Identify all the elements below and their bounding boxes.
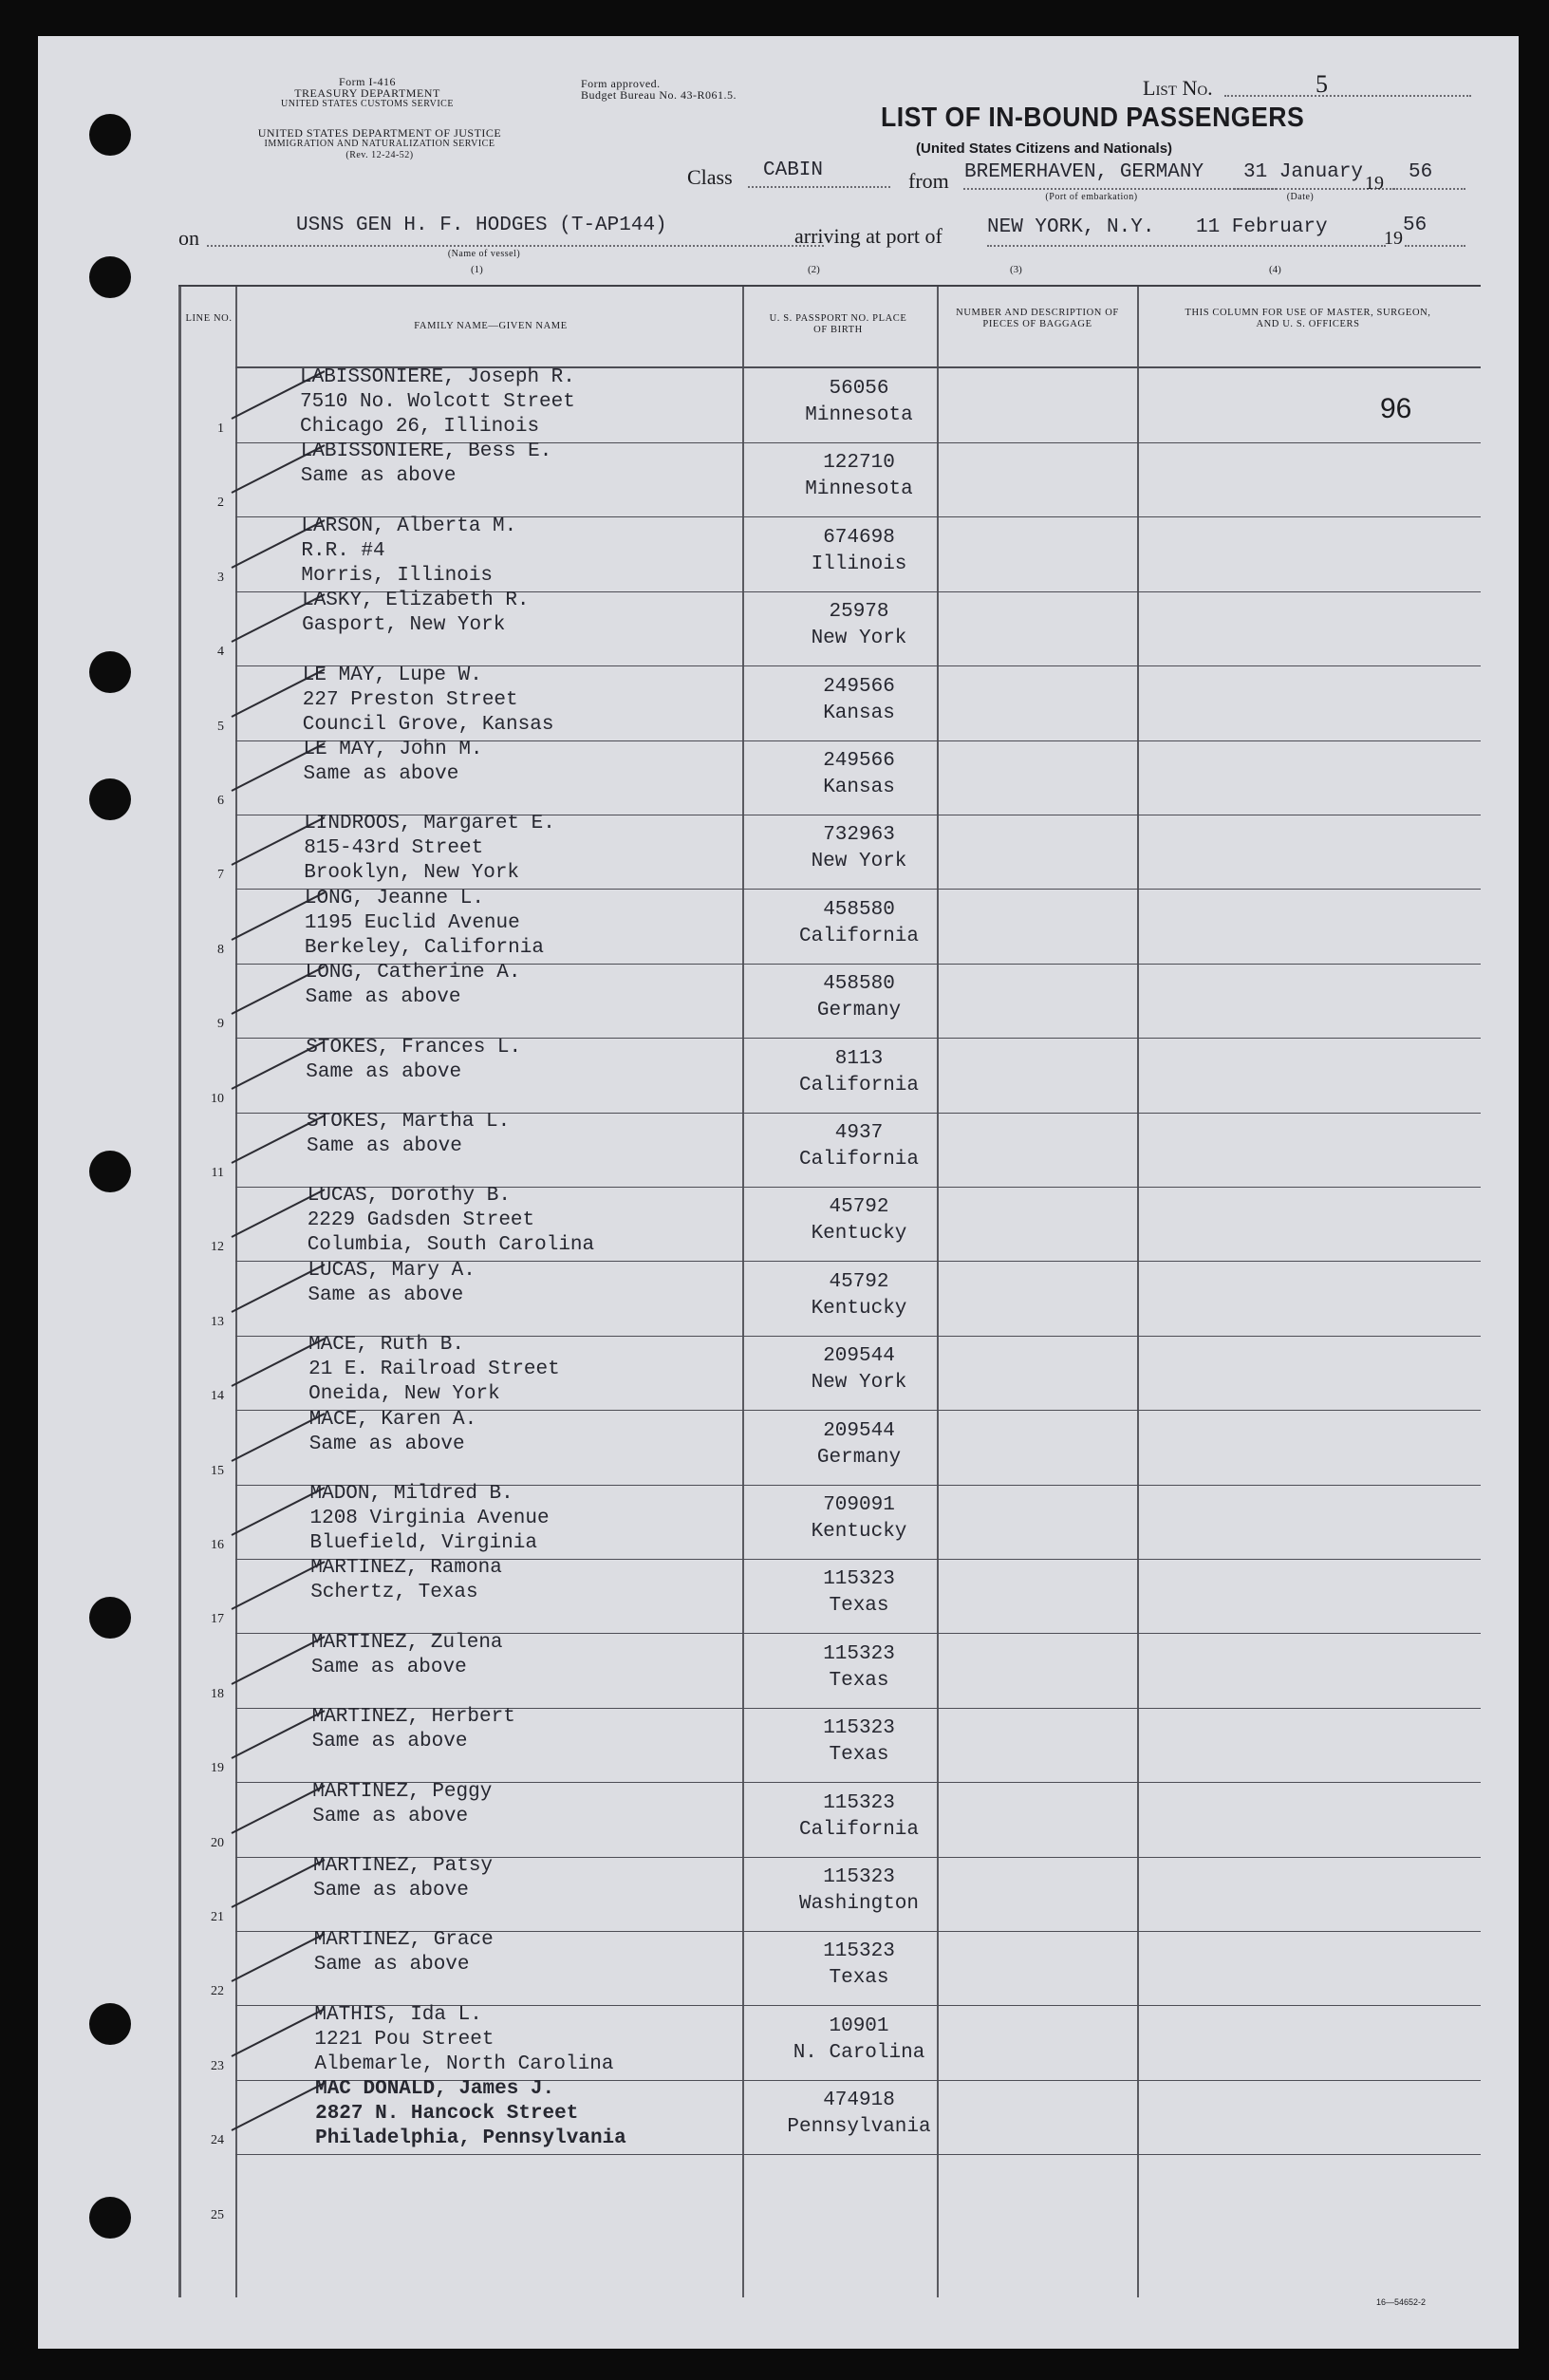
header-name: FAMILY NAME—GIVEN NAME <box>414 321 568 331</box>
passenger-name: MAC DONALD, James J. <box>315 2078 555 2100</box>
passenger-name: LE MAY, John M. <box>303 739 483 760</box>
passenger-name: LABISSONIERE, Bess E. <box>300 440 552 462</box>
passenger-address-line: Chicago 26, Illinois <box>300 416 540 438</box>
passport-number: 122710 <box>823 452 895 474</box>
line-number: 21 <box>211 1910 224 1924</box>
passenger-row <box>38 442 1519 516</box>
passenger-name: LUCAS, Dorothy B. <box>307 1185 511 1207</box>
place-of-birth: Washington <box>798 1893 920 1915</box>
header-officers: THIS COLUMN FOR USE OF MASTER, SURGEON, AND U. S. OFFICERS <box>1185 308 1431 329</box>
passenger-row <box>38 2080 1519 2154</box>
place-of-birth: N. Carolina <box>793 2042 925 2064</box>
passenger-address-line: Same as above <box>303 763 459 785</box>
place-of-birth: Kansas <box>823 703 895 724</box>
passport-number: 674698 <box>823 527 895 549</box>
line-number: 15 <box>211 1464 224 1478</box>
passport-number: 249566 <box>823 750 895 772</box>
class-value: CABIN <box>763 159 824 181</box>
passport-number: 45792 <box>829 1196 889 1218</box>
passenger-address-line: Same as above <box>305 986 461 1008</box>
vessel-line <box>207 245 824 247</box>
passport-number: 458580 <box>823 899 895 921</box>
passport-number: 209544 <box>823 1420 895 1442</box>
place-of-birth: Kentucky <box>811 1521 907 1543</box>
passenger-row <box>38 815 1519 889</box>
approval-line: Form approved. <box>581 77 661 90</box>
from-label: from <box>908 169 949 193</box>
passenger-name: MATHIS, Ida L. <box>314 2004 482 2026</box>
line-number: 23 <box>211 2059 224 2073</box>
arrival-date: 11 February <box>1196 216 1328 238</box>
place-of-birth: Germany <box>816 1447 902 1469</box>
port-of-embarkation: BREMERHAVEN, GERMANY <box>964 161 1204 183</box>
doj-name: UNITED STATES DEPARTMENT OF JUSTICE <box>257 126 502 140</box>
date-caption: (Date) <box>1286 192 1315 202</box>
line-number: 6 <box>217 794 224 808</box>
passenger-row <box>38 1485 1519 1559</box>
passenger-address-line: 227 Preston Street <box>302 689 518 711</box>
ins-name: IMMIGRATION AND NATURALIZATION SERVICE <box>264 139 495 149</box>
passenger-row <box>38 1336 1519 1410</box>
form-code: 16—54652-2 <box>1376 2297 1427 2307</box>
passenger-address-line: 21 E. Railroad Street <box>308 1359 560 1380</box>
place-of-birth: California <box>798 926 920 947</box>
line-number: 1 <box>217 422 224 436</box>
line-number: 7 <box>217 868 224 882</box>
place-of-birth: California <box>798 1149 920 1171</box>
arrival-year-prefix: 19 <box>1384 228 1403 249</box>
manifest-page <box>38 36 1519 2349</box>
passport-number: 458580 <box>823 973 895 995</box>
passenger-address-line: Same as above <box>306 1061 462 1083</box>
passenger-row <box>38 964 1519 1038</box>
place-of-birth: Minnesota <box>805 404 913 426</box>
line-number: 4 <box>217 645 224 659</box>
passenger-address-line: Albemarle, North Carolina <box>314 2053 614 2075</box>
passenger-address-line: Same as above <box>300 465 457 487</box>
passenger-name: LONG, Catherine A. <box>305 962 521 984</box>
place-of-birth: New York <box>811 851 907 872</box>
passenger-address-line: Council Grove, Kansas <box>302 714 554 736</box>
passenger-address-line: Same as above <box>312 1806 469 1827</box>
passenger-address-line: Same as above <box>308 1284 464 1306</box>
passenger-address-line: Schertz, Texas <box>310 1582 478 1603</box>
revision-date: (Rev. 12-24-52) <box>345 150 414 160</box>
place-of-birth: Kentucky <box>811 1298 907 1320</box>
form-number: Form I-416 <box>339 75 396 88</box>
header-passport: U. S. PASSPORT NO. PLACE OF BIRTH <box>769 313 907 335</box>
passenger-name: LE MAY, Lupe W. <box>302 665 482 686</box>
class-label: Class <box>687 165 733 189</box>
header-baggage: NUMBER AND DESCRIPTION OF PIECES OF BAGGAGE <box>956 308 1119 329</box>
col-number-3: (3) <box>1010 264 1022 275</box>
check-mark <box>232 1933 326 1982</box>
year-prefix: 19 <box>1365 173 1384 194</box>
on-label: on <box>178 226 199 250</box>
passport-number: 115323 <box>823 1866 895 1888</box>
doj-info <box>171 127 588 161</box>
passenger-name: LONG, Jeanne L. <box>304 888 484 909</box>
line-number: 5 <box>217 720 224 734</box>
passenger-row <box>38 890 1519 964</box>
passport-number: 115323 <box>823 1717 895 1739</box>
passenger-address-line: Same as above <box>313 1954 470 1976</box>
passenger-address-line: R.R. #4 <box>301 540 385 562</box>
list-no-value: 5 <box>1316 70 1328 98</box>
approval-info <box>581 78 799 101</box>
header-line-no: LINE NO. <box>185 313 233 324</box>
passenger-row <box>38 1187 1519 1261</box>
passenger-address-line: 1195 Euclid Avenue <box>304 912 520 934</box>
from-line <box>963 188 1277 190</box>
department-name: TREASURY DEPARTMENT <box>294 86 440 100</box>
passenger-name: LASKY, Elizabeth R. <box>302 590 530 611</box>
passenger-row <box>38 591 1519 665</box>
passenger-row <box>38 1708 1519 1782</box>
arrival-port: NEW YORK, N.Y. <box>987 216 1155 238</box>
place-of-birth: Minnesota <box>805 478 913 500</box>
line-number: 14 <box>211 1389 224 1403</box>
departure-date: 31 January <box>1243 161 1364 183</box>
year-line <box>1390 188 1465 190</box>
place-of-birth: California <box>798 1075 920 1096</box>
place-of-birth: Texas <box>829 1670 889 1692</box>
arrival-year-line <box>1405 245 1465 247</box>
line-number: 20 <box>211 1836 224 1850</box>
page-title: LIST OF IN-BOUND PASSENGERS <box>881 103 1305 133</box>
passenger-row <box>38 2006 1519 2080</box>
passenger-address-line: Same as above <box>310 1657 467 1678</box>
arriving-label: arriving at port of <box>794 224 942 248</box>
place-of-birth: Germany <box>816 1000 902 1021</box>
check-mark <box>232 2008 326 2057</box>
passport-number: 8113 <box>834 1048 884 1070</box>
line-number: 18 <box>211 1687 224 1701</box>
list-no-line <box>1224 95 1471 97</box>
passport-number: 115323 <box>823 1940 895 1962</box>
vessel-caption: (Name of vessel) <box>447 249 521 259</box>
col-number-2: (2) <box>808 264 820 275</box>
passport-number: 4937 <box>834 1122 884 1144</box>
passenger-row <box>38 666 1519 740</box>
place-of-birth: California <box>798 1819 920 1841</box>
passenger-row <box>38 1113 1519 1187</box>
passenger-row <box>38 2155 1519 2229</box>
passport-number: 115323 <box>823 1792 895 1814</box>
passenger-address-line: 1221 Pou Street <box>314 2029 495 2051</box>
passport-number: 474918 <box>823 2090 895 2111</box>
passenger-name: MARTINEZ, Patsy <box>313 1855 494 1877</box>
line-number: 8 <box>217 943 224 957</box>
passport-number: 732963 <box>823 824 895 846</box>
passenger-name: MARTINEZ, Peggy <box>312 1781 493 1803</box>
passenger-name: MACE, Karen A. <box>308 1409 477 1431</box>
passport-number: 709091 <box>823 1494 895 1516</box>
check-mark <box>232 1859 326 1908</box>
passenger-row <box>38 1634 1519 1708</box>
place-of-birth: Texas <box>829 1595 889 1617</box>
passenger-address-line: 7510 No. Wolcott Street <box>300 391 575 413</box>
passenger-name: MARTINEZ, Zulena <box>310 1632 503 1654</box>
passenger-address-line: 2229 Gadsden Street <box>307 1209 535 1231</box>
budget-bureau-line: Budget Bureau No. 43-R061.5. <box>581 88 737 102</box>
passenger-row <box>38 740 1519 815</box>
passenger-name: MARTINEZ, Grace <box>313 1929 494 1951</box>
passenger-name: STOKES, Frances L. <box>306 1037 522 1059</box>
passenger-address-line: Same as above <box>307 1135 462 1157</box>
page-subtitle: (United States Citizens and Nationals) <box>916 141 1173 157</box>
passenger-address-line: 2827 N. Hancock Street <box>315 2103 579 2125</box>
place-of-birth: Texas <box>829 1744 889 1766</box>
passport-number: 115323 <box>823 1643 895 1665</box>
place-of-birth: Kansas <box>823 777 895 798</box>
passenger-row <box>38 1411 1519 1485</box>
passenger-address-line: Same as above <box>308 1434 465 1455</box>
line-number: 19 <box>211 1761 224 1775</box>
passenger-name: MADON, Mildred B. <box>309 1483 513 1505</box>
col-number-1: (1) <box>471 264 483 275</box>
line-number: 16 <box>211 1538 224 1552</box>
passenger-row <box>38 517 1519 591</box>
place-of-birth: New York <box>811 628 907 649</box>
form-info <box>249 76 486 110</box>
line-number: 13 <box>211 1315 224 1329</box>
passenger-address-line: Morris, Illinois <box>301 565 494 587</box>
passenger-name: LUCAS, Mary A. <box>308 1260 476 1282</box>
line-number: 9 <box>217 1017 224 1031</box>
passenger-name: MACE, Ruth B. <box>308 1334 464 1356</box>
port-caption: (Port of embarkation) <box>1045 192 1138 202</box>
place-of-birth: Pennsylvania <box>787 2116 931 2138</box>
passenger-address-line: Same as above <box>313 1880 469 1902</box>
line-number: 11 <box>211 1166 224 1180</box>
check-mark <box>232 2082 326 2131</box>
passenger-row <box>38 368 1519 442</box>
passenger-name: MARTINEZ, Ramona <box>310 1557 502 1579</box>
vessel-name: USNS GEN H. F. HODGES (T-AP144) <box>296 215 667 236</box>
passenger-address-line: 815-43rd Street <box>304 837 484 859</box>
passenger-address-line: Philadelphia, Pennsylvania <box>315 2127 626 2149</box>
col-number-4: (4) <box>1269 264 1281 275</box>
passenger-name: LINDROOS, Margaret E. <box>304 813 555 834</box>
departure-year: 56 <box>1409 161 1433 183</box>
passenger-name: MARTINEZ, Herbert <box>311 1706 515 1728</box>
passenger-name: LABISSONIERE, Joseph R. <box>300 366 575 388</box>
passenger-address-line: Bluefield, Virginia <box>309 1532 537 1554</box>
passport-number: 10901 <box>829 2015 889 2037</box>
list-no-label: List No. <box>1143 76 1213 100</box>
passenger-address-line: Oneida, New York <box>308 1383 500 1405</box>
line-number: 22 <box>211 1984 224 1998</box>
line-number: 2 <box>217 496 224 510</box>
passenger-row <box>38 1783 1519 1857</box>
arrival-line <box>987 245 1386 247</box>
line-number: 17 <box>211 1612 224 1626</box>
check-mark <box>232 1785 326 1834</box>
officer-mark: 96 <box>1380 393 1412 424</box>
passenger-address-line: Berkeley, California <box>304 937 544 959</box>
passenger-name: STOKES, Martha L. <box>307 1111 511 1133</box>
punch-hole <box>89 114 131 156</box>
line-number: 25 <box>211 2208 224 2222</box>
passport-number: 115323 <box>823 1568 895 1590</box>
passenger-row <box>38 1262 1519 1336</box>
service-name: UNITED STATES CUSTOMS SERVICE <box>281 99 454 109</box>
punch-hole <box>89 256 131 298</box>
line-number: 10 <box>211 1092 224 1106</box>
passport-number: 56056 <box>829 378 889 400</box>
place-of-birth: Texas <box>829 1967 889 1989</box>
passenger-address-line: 1208 Virginia Avenue <box>309 1508 550 1529</box>
line-number: 3 <box>217 571 224 585</box>
line-number: 24 <box>211 2133 224 2147</box>
passenger-row <box>38 1559 1519 1633</box>
passenger-row <box>38 1857 1519 1931</box>
place-of-birth: Kentucky <box>811 1223 907 1245</box>
class-line <box>748 186 890 188</box>
passenger-address-line: Columbia, South Carolina <box>307 1234 595 1256</box>
passenger-address-line: Brooklyn, New York <box>304 862 520 884</box>
passport-number: 45792 <box>829 1271 889 1293</box>
passenger-row <box>38 1039 1519 1113</box>
passport-number: 249566 <box>823 676 895 698</box>
passport-number: 25978 <box>829 601 889 623</box>
line-number: 12 <box>211 1240 224 1254</box>
passenger-row <box>38 1931 1519 2005</box>
place-of-birth: New York <box>811 1372 907 1394</box>
passenger-name: LARSON, Alberta M. <box>301 515 517 537</box>
passport-number: 209544 <box>823 1345 895 1367</box>
passenger-address-line: Same as above <box>311 1731 468 1752</box>
place-of-birth: Illinois <box>811 553 907 575</box>
arrival-year: 56 <box>1403 215 1428 236</box>
passenger-address-line: Gasport, New York <box>302 614 506 636</box>
